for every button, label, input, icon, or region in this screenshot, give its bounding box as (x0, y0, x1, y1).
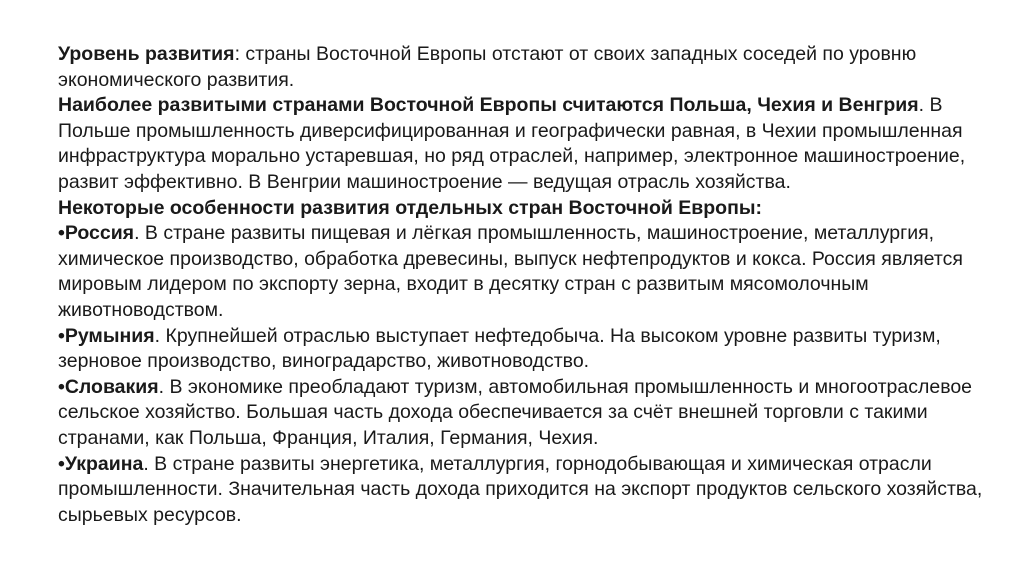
text-russia: . В стране развиты пищевая и лёгкая промышленность, машиностроение, металлургия, химическое производство, обработка древесины, выпуск нефтепродуктов и кокса. Россия является мировым лидером по экспорту зерна, входит в десятку стран с развитым мясомолочным животноводством. (58, 222, 963, 321)
text-romania: . Крупнейшей отраслью выступает нефтедобыча. На высоком уровне развиты туризм, зерновое производство, виноградарство, животноводство. (58, 324, 941, 373)
text-development-level: : страны Восточной Европы отстают от своих западных соседей по уровню экономического развития. (58, 43, 917, 91)
list-item-russia (58, 221, 984, 323)
paragraph-features-heading (58, 196, 984, 222)
paragraph-most-developed (58, 93, 984, 195)
country-slovakia: Словакия (64, 375, 159, 398)
paragraph-development-level (58, 42, 984, 93)
bullet-ukraine: • (58, 452, 65, 475)
text-ukraine: . В стране развиты энергетика, металлургия, горнодобывающая и химическая отрасли промышленности. Значительная часть дохода приходится на экспорт продуктов сельского хозяйства, сырьевых ресурсов. (58, 452, 983, 526)
text-slovakia: . В экономике преобладают туризм, автомобильная промышленность и многоотраслевое сельское хозяйство. Большая часть дохода обеспечивается за счёт внешней торговли с такими странами, как Польша, Франция, Италия, Германия, Чехия. (58, 375, 973, 449)
heading-development-level: Уровень развития (58, 43, 235, 65)
text-most-developed: . В Польше промышленность диверсифицированная и географически равная, в Чехии промышленная инфраструктура морально устаревшая, но ряд отраслей, например, электронное машиностроение, развит эффективно. В Венгрии машиностроение — ведущая отрасль хозяйства. (58, 94, 966, 193)
bullet-slovakia: • (58, 375, 65, 398)
bullet-romania: • (58, 324, 65, 347)
heading-most-developed: Наиболее развитыми странами Восточной Европы считаются Польша, Чехия и Венгрия (58, 94, 919, 117)
bullet-russia: • (58, 222, 65, 245)
list-item-ukraine (58, 452, 984, 529)
list-item-romania (58, 324, 984, 375)
country-ukraine: Украина (64, 452, 144, 475)
list-item-slovakia (58, 375, 984, 452)
country-russia: Россия (64, 222, 135, 245)
heading-features: Некоторые особенности развития отдельных стран Восточной Европы: (58, 196, 763, 219)
country-romania: Румыния (64, 324, 155, 347)
